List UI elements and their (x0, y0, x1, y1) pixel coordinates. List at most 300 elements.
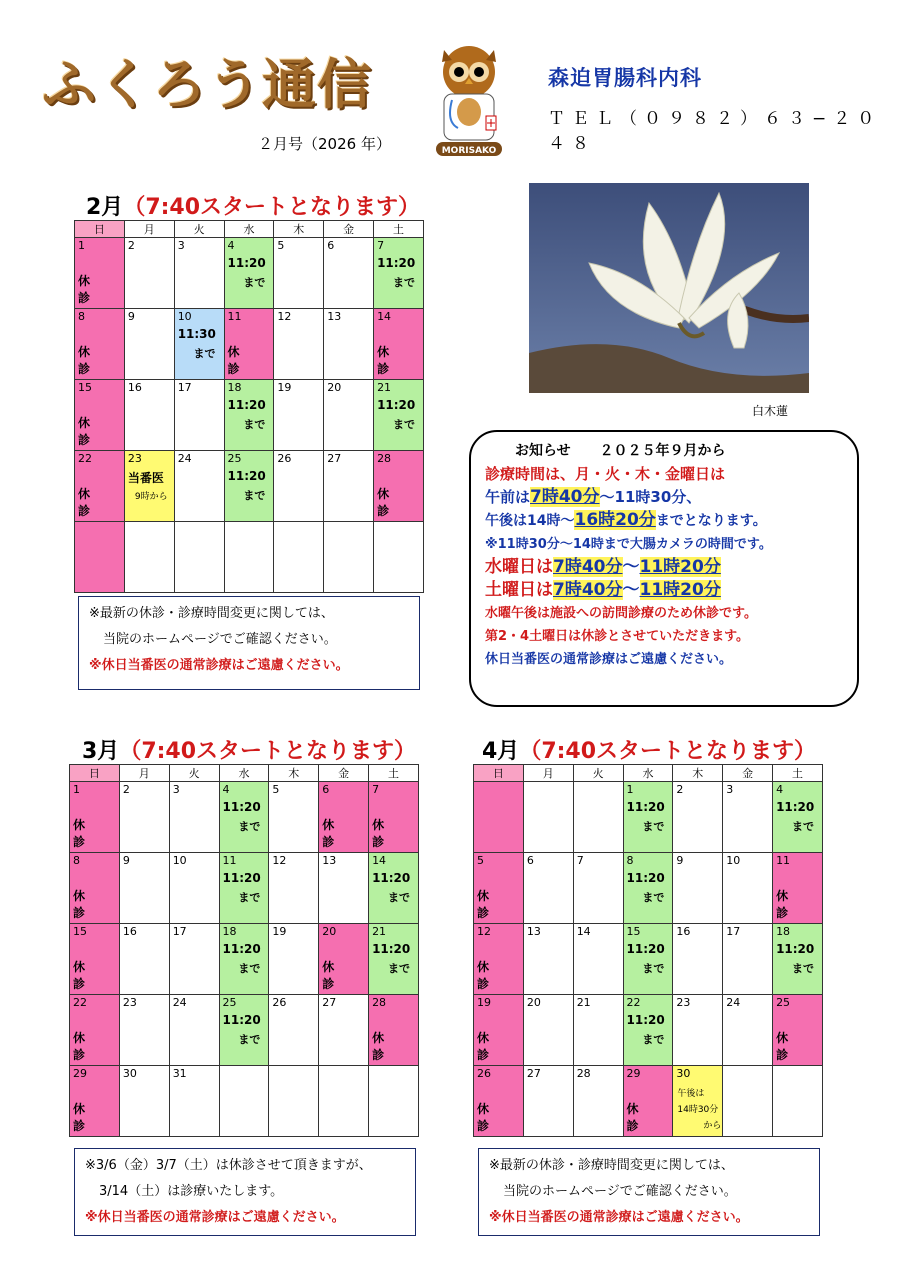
calendar-day (219, 853, 269, 924)
calendar-day (319, 853, 369, 924)
calendar-day (274, 238, 324, 309)
calendar-day (474, 782, 524, 853)
calendar-day (723, 995, 773, 1066)
calendar-day (573, 1066, 623, 1137)
calendar-day (174, 238, 224, 309)
calendar-day (219, 1066, 269, 1137)
day-number: 24 (726, 996, 741, 1009)
closed-label: 休 診 (477, 1102, 498, 1133)
day-number: 18 (776, 925, 791, 938)
day-number: 18 (222, 925, 237, 938)
photo-caption: 白木蓮 (752, 404, 789, 418)
calendar-day (274, 309, 324, 380)
calendar-day (75, 309, 125, 380)
calendar-day (374, 451, 424, 522)
announce-head-1: お知らせ (515, 443, 571, 459)
closed-label: 休 診 (78, 487, 99, 518)
announce-line-2c: ～11時30分、 (599, 488, 702, 506)
feb-month: 2月 (86, 195, 124, 220)
calendar-day (174, 380, 224, 451)
day-number: 21 (372, 925, 387, 938)
calendar-day (169, 924, 219, 995)
hours-until-label: まで (238, 891, 261, 904)
day-number: 22 (73, 996, 87, 1009)
day-number: 15 (73, 925, 87, 938)
hours-until-label: まで (388, 891, 410, 904)
day-number: 22 (626, 996, 641, 1009)
day-number: 17 (726, 925, 741, 938)
calendar-day (374, 380, 424, 451)
weekday-header: 火 (573, 765, 623, 782)
hours-end-time: 11:20 (776, 800, 815, 814)
calendar-day (274, 451, 324, 522)
hours-until-label: まで (238, 962, 261, 975)
day-number: 12 (272, 854, 287, 867)
announce-line-1: 診療時間は、月・火・木・金曜日は (485, 465, 726, 483)
weekday-header: 土 (374, 221, 424, 238)
calendar-day (119, 782, 169, 853)
day-number: 6 (526, 854, 534, 867)
calendar-day (70, 924, 120, 995)
hours-until-label: まで (243, 489, 266, 502)
announce-line-6c: ～ (622, 580, 640, 600)
calendar-day (75, 380, 125, 451)
hours-end-time: 11:20 (222, 871, 261, 885)
day-number: 23 (127, 452, 142, 465)
weekday-header: 木 (673, 765, 723, 782)
calendar-week (75, 451, 424, 522)
calendar-day (673, 782, 723, 853)
calendar-day (723, 1066, 773, 1137)
day-number: 25 (227, 452, 242, 465)
day-number: 28 (377, 452, 392, 465)
announce-line-4: ※11時30分～14時まで大腸カメラの時間です。 (485, 537, 772, 552)
day-number: 15 (78, 381, 92, 394)
day-number: 6 (327, 239, 335, 252)
calendar-day (623, 924, 673, 995)
weekday-header: 月 (523, 765, 573, 782)
feb-note-1: ※最新の休診・診療時間変更に関しては、 (89, 606, 334, 621)
calendar-day (623, 782, 673, 853)
calendar-day (219, 782, 269, 853)
calendar-day (474, 924, 524, 995)
calendar-day (119, 995, 169, 1066)
day-number: 18 (227, 381, 242, 394)
day-number: 13 (327, 310, 342, 323)
closed-label: 休 診 (372, 818, 393, 849)
hours-until-label: まで (238, 1033, 261, 1046)
hours-end-time: 11:20 (222, 942, 261, 956)
calendar-day (573, 782, 623, 853)
calendar-week (75, 238, 424, 309)
day-number: 19 (277, 381, 292, 394)
day-number: 10 (172, 854, 187, 867)
calendar-day (673, 924, 723, 995)
announce-line-8: 第2・4土曜日は休診とさせていただきます。 (485, 629, 750, 644)
duty-doctor-time: 9時から (134, 492, 168, 502)
day-number: 1 (626, 783, 634, 796)
calendar-day (374, 522, 424, 593)
hours-end-time: 11:20 (626, 942, 665, 956)
day-number: 28 (372, 996, 387, 1009)
calendar-day (623, 995, 673, 1066)
apr-note-1: ※最新の休診・診療時間変更に関しては、 (489, 1158, 734, 1173)
day-number: 4 (222, 783, 230, 796)
mar-notes (74, 1148, 416, 1236)
announce-line-6b: 7時40分 (553, 580, 623, 600)
day-number: 22 (78, 452, 92, 465)
day-number: 9 (676, 854, 684, 867)
calendar-day (723, 853, 773, 924)
clinic-name: 森迫胃腸科内科 (548, 66, 702, 90)
announce-line-5a: 水曜日は (485, 557, 553, 577)
calendar-day (673, 1066, 723, 1137)
day-number: 17 (177, 381, 192, 394)
apr-month: 4月 (482, 739, 520, 764)
day-number: 3 (172, 783, 180, 796)
calendar-day (169, 1066, 219, 1137)
calendar-day (673, 995, 723, 1066)
calendar-day (374, 309, 424, 380)
day-number: 6 (322, 783, 330, 796)
closed-label: 休 診 (73, 960, 94, 991)
day-number: 10 (726, 854, 741, 867)
closed-label: 休 診 (626, 1102, 647, 1133)
announce-line-6a: 土曜日は (485, 580, 553, 600)
announce-line-2a: 午前は (485, 488, 531, 506)
calendar-day (169, 782, 219, 853)
day-number: 7 (576, 854, 584, 867)
weekday-header: 月 (119, 765, 169, 782)
day-number: 31 (172, 1067, 187, 1080)
day-number: 14 (576, 925, 591, 938)
day-number: 12 (277, 310, 292, 323)
calendar-day (773, 924, 823, 995)
weekday-header: 水 (224, 221, 274, 238)
calendar-week (70, 853, 419, 924)
day-number: 2 (127, 239, 135, 252)
calendar-day (174, 451, 224, 522)
calendar-day (319, 782, 369, 853)
closed-label: 休 診 (776, 1031, 797, 1062)
hours-end-time: 11:20 (377, 398, 416, 412)
day-number: 26 (272, 996, 287, 1009)
day-number: 20 (526, 996, 541, 1009)
calendar-day (70, 1066, 120, 1137)
day-number: 19 (272, 925, 287, 938)
day-number: 14 (377, 310, 392, 323)
calendar-day (75, 522, 125, 593)
day-number: 15 (626, 925, 641, 938)
day-number: 3 (177, 239, 185, 252)
weekday-header: 日 (474, 765, 524, 782)
announce-line-3c: までとなります。 (655, 513, 767, 529)
mar-title (82, 734, 416, 765)
hours-end-time: 11:20 (372, 871, 411, 885)
feb-note-3: ※休日当番医の通常診療はご遠慮ください。 (89, 658, 349, 673)
day-number: 16 (127, 381, 142, 394)
day-number: 24 (172, 996, 187, 1009)
calendar-week (70, 1066, 419, 1137)
hours-end-time: 11:20 (372, 942, 411, 956)
mar-month: 3月 (82, 739, 120, 764)
closed-label: 休 診 (372, 1031, 393, 1062)
closed-label: 休 診 (776, 889, 797, 920)
afternoon-note: 14時30分 (677, 1105, 719, 1115)
hours-until-label: まで (393, 418, 415, 431)
mar-note-3: ※休日当番医の通常診療はご遠慮ください。 (85, 1210, 345, 1225)
hours-end-time: 11:20 (227, 398, 266, 412)
closed-label: 休 診 (377, 487, 398, 518)
closed-label: 休 診 (73, 1031, 94, 1062)
day-number: 11 (776, 854, 791, 867)
day-number: 28 (576, 1067, 591, 1080)
calendar-day (269, 1066, 319, 1137)
day-number: 3 (726, 783, 734, 796)
day-number: 23 (676, 996, 691, 1009)
day-number: 25 (222, 996, 237, 1009)
calendar-day (124, 238, 174, 309)
weekday-header: 金 (319, 765, 369, 782)
hours-end-time: 11:20 (377, 256, 416, 270)
day-number: 21 (377, 381, 392, 394)
announce-head-2: ２０２５年９月から (599, 443, 726, 459)
calendar-day (70, 853, 120, 924)
day-number: 17 (172, 925, 187, 938)
calendar-day (124, 309, 174, 380)
day-number: 11 (227, 310, 242, 323)
day-number: 27 (526, 1067, 541, 1080)
weekday-header: 日 (70, 765, 120, 782)
hours-until-label: まで (243, 418, 266, 431)
calendar-week (70, 782, 419, 853)
calendar-week (474, 924, 823, 995)
calendar-day (773, 1066, 823, 1137)
calendar-day (573, 924, 623, 995)
apr-note-2: 当院のホームページでご確認ください。 (503, 1184, 737, 1199)
day-number: 13 (526, 925, 541, 938)
calendar-day (523, 924, 573, 995)
calendar-day (474, 853, 524, 924)
announce-line-3b: 16時20分 (574, 510, 656, 530)
day-number: 14 (372, 854, 387, 867)
announce-line-5d: 11時20分 (639, 557, 721, 577)
feb-note-2: 当院のホームページでご確認ください。 (103, 632, 337, 647)
calendar-day (523, 1066, 573, 1137)
day-number: 2 (122, 783, 130, 796)
hours-until-label: まで (193, 347, 216, 360)
announce-line-6d: 11時20分 (639, 580, 721, 600)
closed-label: 休 診 (73, 1102, 94, 1133)
calendar-day (219, 924, 269, 995)
calendar-day (75, 451, 125, 522)
apr-notes (478, 1148, 820, 1236)
calendar-week (474, 995, 823, 1066)
calendar-week (75, 380, 424, 451)
hours-end-time: 11:20 (222, 1013, 261, 1027)
hours-until-label: まで (792, 820, 814, 833)
announce-line-2b: 7時40分 (530, 487, 600, 507)
weekday-header: 木 (269, 765, 319, 782)
day-number: 24 (177, 452, 192, 465)
day-number: 30 (676, 1067, 691, 1080)
calendar-march (69, 764, 419, 1137)
mar-note-1: ※3/6（金）3/7（土）は休診させて頂きますが、 (85, 1158, 372, 1173)
calendar-day (324, 238, 374, 309)
weekday-header: 土 (773, 765, 823, 782)
calendar-week (75, 522, 424, 593)
announce-line-9: 休日当番医の通常診療はご遠慮ください。 (485, 652, 733, 667)
feb-title (86, 190, 420, 221)
weekday-header: 土 (369, 765, 419, 782)
clinic-tel: ＴＥＬ（０９８２）６３−２０４８ (548, 109, 882, 154)
apr-title (482, 734, 816, 765)
weekday-header: 金 (723, 765, 773, 782)
mar-note: （7:40スタートとなります） (119, 739, 417, 764)
weekday-header: 火 (174, 221, 224, 238)
hours-end-time: 11:20 (626, 1013, 665, 1027)
calendar-day (773, 995, 823, 1066)
calendar-day (70, 782, 120, 853)
day-number: 11 (222, 854, 237, 867)
hours-end-time: 11:20 (626, 871, 665, 885)
calendar-day (324, 380, 374, 451)
calendar-day (623, 853, 673, 924)
duty-doctor-label: 当番医 (127, 471, 164, 485)
hours-until-label: まで (243, 276, 266, 289)
calendar-day (119, 1066, 169, 1137)
calendar-day (723, 782, 773, 853)
calendar-day (673, 853, 723, 924)
day-number: 4 (776, 783, 784, 796)
calendar-day (369, 782, 419, 853)
day-number: 13 (322, 854, 337, 867)
closed-label: 休 診 (78, 274, 99, 305)
day-number: 29 (626, 1067, 641, 1080)
calendar-day (369, 995, 419, 1066)
day-number: 5 (272, 783, 280, 796)
day-number: 29 (73, 1067, 87, 1080)
calendar-day (124, 451, 174, 522)
afternoon-note: から (703, 1121, 722, 1131)
calendar-day (224, 380, 274, 451)
calendar-day (324, 522, 374, 593)
calendar-day (224, 309, 274, 380)
day-number: 2 (676, 783, 684, 796)
afternoon-note: 午後は (677, 1089, 705, 1099)
day-number: 20 (322, 925, 337, 938)
calendar-day (269, 924, 319, 995)
calendar-day (269, 782, 319, 853)
calendar-day (70, 995, 120, 1066)
closed-label: 休 診 (227, 345, 248, 376)
closed-label: 休 診 (73, 818, 94, 849)
closed-label: 休 診 (322, 818, 343, 849)
calendar-day (274, 380, 324, 451)
day-number: 20 (327, 381, 342, 394)
day-number: 8 (73, 854, 80, 867)
weekday-header: 日 (75, 221, 125, 238)
hours-end-time: 11:20 (227, 469, 266, 483)
calendar-day (224, 238, 274, 309)
owl-doctor-logo (432, 42, 506, 160)
day-number: 8 (78, 310, 85, 323)
day-number: 9 (122, 854, 130, 867)
day-number: 1 (73, 783, 80, 796)
day-number: 7 (377, 239, 385, 252)
calendar-day (324, 309, 374, 380)
day-number: 12 (477, 925, 491, 938)
calendar-day (474, 995, 524, 1066)
day-number: 8 (626, 854, 634, 867)
feb-notes (78, 596, 420, 690)
calendar-day (623, 1066, 673, 1137)
closed-label: 休 診 (377, 345, 398, 376)
hours-end-time: 11:20 (626, 800, 665, 814)
calendar-day (174, 522, 224, 593)
apr-note-3: ※休日当番医の通常診療はご遠慮ください。 (489, 1210, 749, 1225)
weekday-header: 水 (623, 765, 673, 782)
calendar-april (473, 764, 823, 1137)
closed-label: 休 診 (477, 960, 498, 991)
hours-end-time: 11:30 (177, 327, 216, 341)
calendar-week (70, 924, 419, 995)
magnolia-photo (529, 183, 809, 393)
weekday-header: 金 (324, 221, 374, 238)
day-number: 1 (78, 239, 85, 252)
day-number: 7 (372, 783, 380, 796)
day-number: 19 (477, 996, 491, 1009)
calendar-day (224, 451, 274, 522)
calendar-day (269, 853, 319, 924)
calendar-day (573, 853, 623, 924)
calendar-day (374, 238, 424, 309)
calendar-day (369, 924, 419, 995)
calendar-day (773, 853, 823, 924)
issue-label: ２月号（2026 年） (258, 135, 391, 153)
weekday-header: 月 (124, 221, 174, 238)
calendar-day (274, 522, 324, 593)
calendar-day (219, 995, 269, 1066)
calendar-day (169, 853, 219, 924)
day-number: 27 (327, 452, 342, 465)
closed-label: 休 診 (477, 1031, 498, 1062)
weekday-header: 木 (274, 221, 324, 238)
day-number: 16 (676, 925, 691, 938)
calendar-day (124, 380, 174, 451)
apr-note: （7:40スタートとなります） (519, 739, 817, 764)
day-number: 4 (227, 239, 235, 252)
hours-until-label: まで (388, 962, 410, 975)
calendar-day (269, 995, 319, 1066)
calendar-day (474, 1066, 524, 1137)
calendar-day (573, 995, 623, 1066)
day-number: 25 (776, 996, 791, 1009)
calendar-february (74, 220, 424, 593)
calendar-week (474, 853, 823, 924)
calendar-week (474, 1066, 823, 1137)
announce-line-5c: ～ (622, 557, 640, 577)
calendar-day (75, 238, 125, 309)
day-number: 21 (576, 996, 591, 1009)
hours-until-label: まで (393, 276, 415, 289)
hours-until-label: まで (642, 891, 665, 904)
weekday-header: 火 (169, 765, 219, 782)
closed-label: 休 診 (477, 889, 498, 920)
day-number: 27 (322, 996, 337, 1009)
logo-text: MORISAKO (441, 146, 497, 156)
calendar-day (169, 995, 219, 1066)
